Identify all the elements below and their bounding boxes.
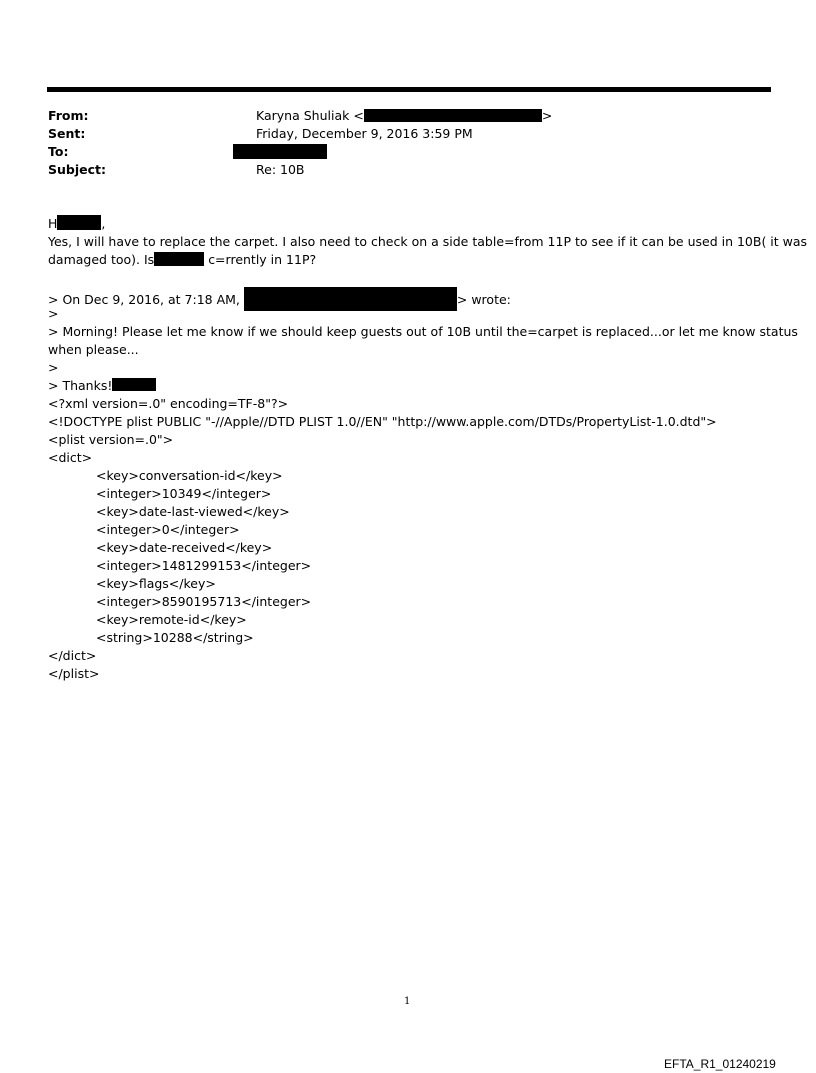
plist-open: <plist version=.0"> <box>48 432 174 447</box>
plist-key: <key>conversation-id</key> <box>96 468 283 483</box>
quote-line1 <box>48 287 511 311</box>
from-label: From: <box>48 108 89 123</box>
from-value <box>256 107 552 125</box>
dict-close: </dict> <box>48 648 97 663</box>
xml-declaration: <?xml version=.0" encoding=TF-8"?> <box>48 396 289 411</box>
page-number: 1 <box>404 996 411 1007</box>
quote-line5: > <box>48 360 59 375</box>
para1-line2-b: c=rrently in 11P? <box>208 252 317 267</box>
subject-label: Subject: <box>48 162 106 177</box>
thanks-text: > Thanks! <box>48 378 113 393</box>
quote-line1-end: > wrote: <box>456 292 511 307</box>
to-label: To: <box>48 144 69 159</box>
to-redaction <box>233 144 327 159</box>
sent-value: Friday, December 9, 2016 3:59 PM <box>256 126 473 141</box>
quote-line4: when please... <box>48 342 139 357</box>
sender-redaction <box>244 287 457 311</box>
quote-line6 <box>48 377 156 395</box>
plist-key: <key>remote-id</key> <box>96 612 247 627</box>
name-redaction <box>154 252 204 266</box>
para1-line1: Yes, I will have to replace the carpet. I also need to check on a side table=from 11P to see if it can be used in 10B( it was <box>48 234 808 249</box>
signature-redaction <box>112 378 156 391</box>
greeting <box>48 215 105 233</box>
plist-value: <integer>1481299153</integer> <box>96 558 312 573</box>
doctype-line: <!DOCTYPE plist PUBLIC "-//Apple//DTD PLIST 1.0//EN" "http://www.apple.com/DTDs/PropertyList-1.0.dtd"> <box>48 414 717 429</box>
greeting-start: H <box>48 216 58 231</box>
from-close-bracket: > <box>541 108 553 123</box>
para1-line2 <box>48 251 316 269</box>
plist-value: <integer>0</integer> <box>96 522 240 537</box>
sent-label: Sent: <box>48 126 86 141</box>
para1-line2-a: damaged too). Is <box>48 252 155 267</box>
dict-open: <dict> <box>48 450 93 465</box>
plist-value: <integer>8590195713</integer> <box>96 594 312 609</box>
greeting-end: , <box>101 216 106 231</box>
plist-value: <integer>10349</integer> <box>96 486 272 501</box>
plist-value: <string>10288</string> <box>96 630 254 645</box>
greeting-redaction <box>57 215 101 230</box>
subject-value: Re: 10B <box>256 162 305 177</box>
from-name: Karyna Shuliak < <box>256 108 364 123</box>
header-rule <box>47 87 771 92</box>
plist-key: <key>date-last-viewed</key> <box>96 504 290 519</box>
quote-line1-text: > On Dec 9, 2016, at 7:18 AM, <box>48 292 240 307</box>
plist-key: <key>flags</key> <box>96 576 216 591</box>
quote-line2: > <box>48 306 59 321</box>
from-email-redaction <box>364 109 542 122</box>
plist-close: </plist> <box>48 666 100 681</box>
quote-line3: > Morning! Please let me know if we should keep guests out of 10B until the=carpet is replaced...or let me know status <box>48 324 798 339</box>
plist-key: <key>date-received</key> <box>96 540 273 555</box>
document-id: EFTA_R1_01240219 <box>664 1057 776 1071</box>
